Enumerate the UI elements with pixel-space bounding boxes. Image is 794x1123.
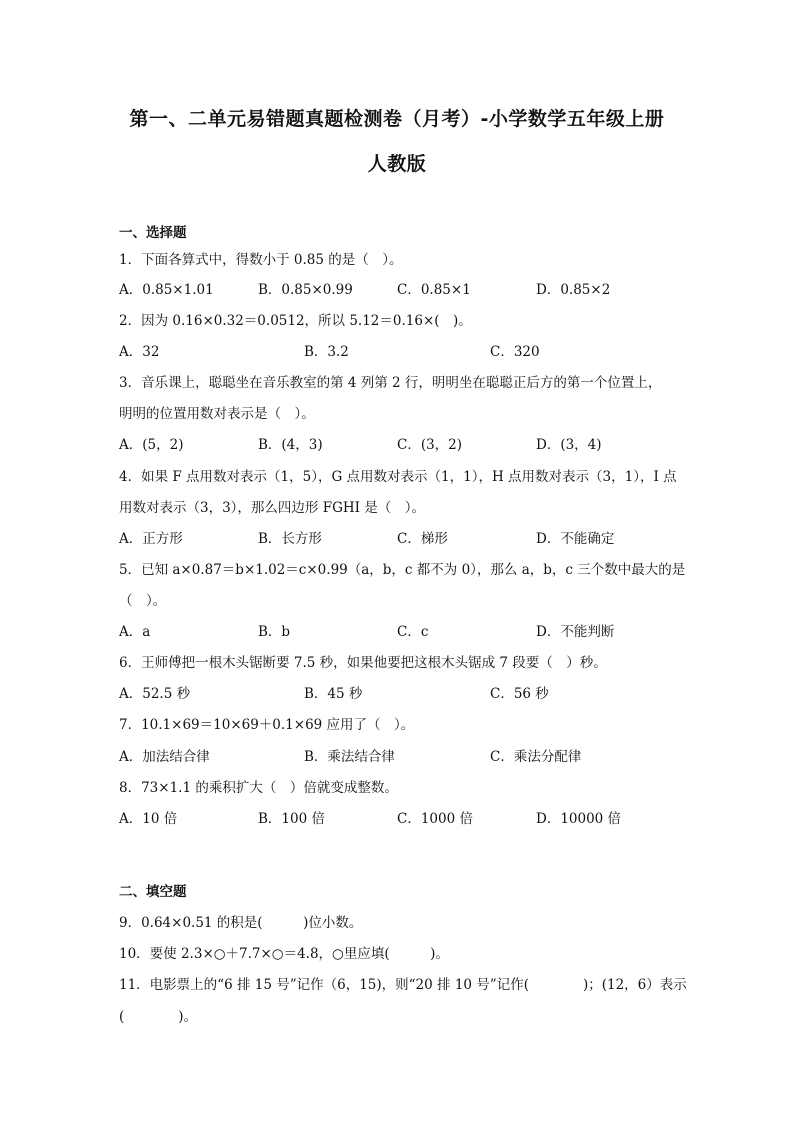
question-5-option-c: C．c — [397, 624, 429, 640]
question-2-stem: 2．因为 0.16×0.32＝0.0512，所以 5.12＝0.16×( )。 — [119, 313, 472, 329]
question-7-option-a: A．加法结合律 — [119, 749, 210, 765]
question-8-option-b: B．100 倍 — [258, 811, 325, 827]
question-2-option-a: A．32 — [119, 344, 160, 360]
question-5-option-a: A．a — [119, 624, 151, 640]
question-8-stem: 8．73×1.1 的乘积扩大（ ）倍就变成整数。 — [119, 780, 398, 796]
question-1-stem: 1．下面各算式中，得数小于 0.85 的是（ ）。 — [119, 252, 403, 268]
question-5-option-d: D．不能判断 — [536, 624, 615, 640]
question-9-stem: 9．0.64×0.51 的积是( )位小数。 — [119, 915, 363, 931]
question-11-stem-line1: 11．电影票上的“6 排 15 号”记作（6，15)，则“20 排 10 号”记作( )；(12，6）表示 — [119, 977, 687, 993]
question-8-option-d: D．10000 倍 — [536, 811, 622, 827]
question-1-option-c: C．0.85×1 — [397, 282, 471, 298]
question-7-option-c: C．乘法分配律 — [490, 749, 582, 765]
question-8-option-c: C．1000 倍 — [397, 811, 473, 827]
question-5-option-b: B．b — [258, 624, 291, 640]
question-1-option-a: A．0.85×1.01 — [119, 282, 214, 298]
question-5-stem-line2: （ ）。 — [119, 593, 167, 609]
question-3-stem-line1: 3．音乐课上，聪聪坐在音乐教室的第 4 列第 2 行，明明坐在聪聪正后方的第一个位置上， — [119, 375, 662, 391]
question-6-stem: 6．王师傅把一根木头锯断要 7.5 秒，如果他要把这根木头锯成 7 段要（ ）秒。 — [119, 655, 607, 671]
question-6-option-c: C．56 秒 — [490, 686, 549, 702]
question-6-option-b: B．45 秒 — [304, 686, 363, 702]
question-4-option-d: D．不能确定 — [536, 531, 615, 547]
question-3-option-a: A．(5，2) — [119, 437, 184, 453]
question-4-option-a: A．正方形 — [119, 531, 183, 547]
question-4-stem-line1: 4．如果 F 点用数对表示（1，5），G 点用数对表示（1，1），H 点用数对表示（3，1），I 点 — [119, 469, 677, 485]
question-3-stem-line2: 明明的位置用数对表示是（ ）。 — [119, 406, 315, 422]
question-2-option-b: B．3.2 — [304, 344, 349, 360]
question-1-option-b: B．0.85×0.99 — [258, 282, 353, 298]
question-7-option-b: B．乘法结合律 — [304, 749, 395, 765]
section-heading-choice: 一、选择题 — [119, 225, 187, 241]
question-7-stem: 7．10.1×69＝10×69＋0.1×69 应用了（ ）。 — [119, 717, 415, 733]
question-10-stem: 10．要使 2.3×○＋7.7×○＝4.8，○里应填( )。 — [119, 946, 449, 962]
question-3-option-c: C．(3，2) — [397, 437, 463, 453]
question-1-option-d: D．0.85×2 — [536, 282, 611, 298]
question-11-stem-line2: ( )。 — [119, 1009, 198, 1025]
question-4-option-c: C．梯形 — [397, 531, 448, 547]
question-4-option-b: B．长方形 — [258, 531, 322, 547]
question-6-option-a: A．52.5 秒 — [119, 686, 191, 702]
question-3-option-d: D．(3，4) — [536, 437, 602, 453]
document-title: 第一、二单元易错题真题检测卷（月考）-小学数学五年级上册 — [129, 108, 665, 130]
question-4-stem-line2: 用数对表示（3，3），那么四边形 FGHI 是（ ）。 — [119, 500, 426, 516]
question-3-option-b: B．(4，3) — [258, 437, 323, 453]
question-5-stem-line1: 5．已知 a×0.87＝b×1.02＝c×0.99（a，b，c 都不为 0），那么 a，b，c 三个数中最大的是 — [119, 562, 686, 578]
document-subtitle: 人教版 — [367, 153, 427, 175]
question-2-option-c: C．320 — [490, 344, 540, 360]
question-8-option-a: A．10 倍 — [119, 811, 178, 827]
section-heading-fill: 二、填空题 — [119, 884, 187, 900]
